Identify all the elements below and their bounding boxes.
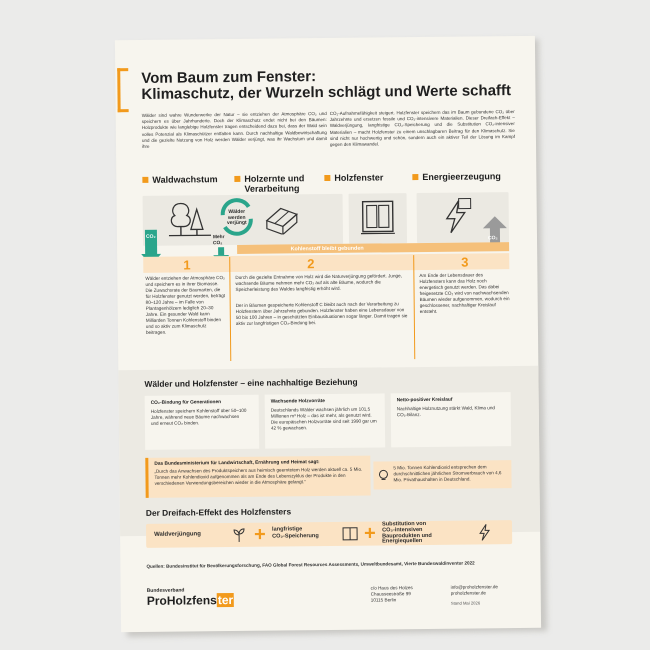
address-line-1: c/o Haus des Holzes [370, 585, 413, 591]
fact-text: 5 Mio. Tonnen Kohlendioxid entsprechen dem durchschnittlichen jährlichen Stromverbrauch von 4,6 Mio. Privathaushalten in Deutschland. [393, 464, 502, 483]
stand-date: Stand Mai 2026 [450, 600, 481, 606]
logo-wordmark [147, 593, 235, 608]
card-3-text: Nachhaltige Holznutzung stärkt Wald, Klima und CO₂-Bilanz. [396, 405, 495, 418]
intro-column-2: CO₂-Aufnahmefähigkeit steigert. Holzfenster speichern das im Baum gebundene CO₂ über Jahrzehnte und ersetzen fossile und CO₂-intensivere Materialien. Dieser Dreifach-Effekt – Waldverjüngung, langfristige CO₂-Speicherung und die Substitution CO₂-intensiver Materialien – macht Holzfenster zu einem unschlagbaren Beitrag für den Klimaschutz. Sie sind nicht nur hochwertig und schön, sondern auch ein aktiver Teil der Lösung im Kampf gegen den Klimawandel. [329, 109, 515, 147]
title-line-2: Klimaschutz, der Wurzeln schlägt und Werte schafft [141, 82, 512, 103]
walder-label-1: Wälder [228, 208, 246, 216]
contact-web: proholzfenster.de [450, 590, 486, 596]
card-2-text: Deutschlands Wälder wachsen jährlich um 101,5 Millionen m³ Holz – das ist mehr, als genutzt wird. Die europäischen Holzvorräte sind seit 1990 gar um 42 % gewachsen. [270, 406, 377, 431]
stage-marker-2 [234, 176, 240, 182]
co2-left-label: CO₂ [145, 233, 156, 240]
stage-title-energieerzeugung: Energieerzeugung [422, 171, 501, 183]
card-co2-bindung [145, 395, 260, 450]
card-kreislauf [391, 392, 512, 447]
step-text-2a: Durch die gezielte Entnahme von Holz wird die Naturverjüngung gefördert. Junge, wachsende Bäume nehmen mehr CO₂ auf als alte Bäume, wodurch die Speicherleistung des Waldes langfristig erhöht wird. [235, 273, 402, 292]
relationship-heading: Wälder und Holzfenster – eine nachhaltige Beziehung [144, 376, 358, 389]
step-number-3: 3 [461, 254, 469, 270]
plus-icon-2: + [363, 522, 376, 545]
step-number-1: 1 [183, 257, 191, 273]
stage-title-holzernte-1: Holzernte und [244, 173, 305, 184]
co2-right-label: CO₂ [487, 235, 498, 242]
poster-sheet [115, 36, 541, 632]
logo-wordmark-part-1: ProHolzfens [146, 593, 217, 608]
window-small-icon [342, 526, 358, 542]
tree-icon [167, 199, 217, 240]
stage-title-holzfenster: Holzfenster [334, 172, 384, 183]
title-bracket [117, 68, 128, 112]
logo-bundesverband: Bundesverband [146, 587, 185, 594]
step-text-3: Am Ende der Lebensdauer des Holzfensters kann das Holz noch energetisch genutzt werden. Das dabei freigesetzte CO₂ wird von nachwachsenden Bäumen wieder aufgenommen, wodurch ein geschlossener, nachhaltiger Kreislauf entsteht. [419, 272, 510, 315]
lightning-icon [439, 196, 473, 236]
stage-title-waldwachstum: Waldwachstum [152, 174, 218, 185]
plus-icon-1: + [253, 523, 266, 546]
card-holzvorraete [265, 393, 386, 448]
intro-column-1: Wälder sind wahre Wunderwerke der Natur – sie entziehen der Atmosphäre CO₂ und speichern es über Jahrhunderte. Doch der Klimaschutz endet nicht bei den Bäumen: Holzprodukte wie langlebige Holzfenster tragen entscheidend dazu bei, dass der Wald sein volles Potenzial als Klimaschützer entfalten kann. Durch nachhaltige Waldbewirtschaftung und die gezielte Nutzung von Holz werden Wälder verjüngt, was ihr Wachstum und damit ihre [141, 111, 327, 149]
quote-text: „Durch das Anwachsen des Produktspeichers aus heimisch geerntetem Holz werden aktuell ca. 5 Mio. Tonnen mehr Kohlendioxid aufgenommen als am Ende des Lebenszyklus der Produkte in den verschiedenen Verwendungsbereichen wieder in die Atmosphäre gelangt.“ [154, 466, 363, 486]
step-divider-1 [229, 257, 231, 361]
walder-label-2: werden [227, 214, 246, 221]
card-1-text: Holzfenster speichern Kohlenstoff über 50–100 Jahre, während neue Bäume nachwachsen und erneut CO₂ binden. [150, 407, 247, 426]
stage-marker-3 [324, 175, 330, 181]
card-2-title: Wachsende Holzvorräte [270, 399, 325, 405]
step-text-2b: Der in Bäumen gespeicherte Kohlenstoff C bleibt auch nach der Verarbeitung zu Holzfenstern über Jahrzehnte gebunden. Holzfenster haben eine Lebensdauer von 50 bis 100 Jahren – in geschützten Einbausituationen sogar länger. Damit tragen sie aktiv zur langfristigen CO₂-Bindung bei. [235, 301, 408, 326]
address-line-2: Chausseestraße 99 [370, 591, 411, 597]
energy-small-icon [476, 523, 494, 541]
step-number-2: 2 [307, 256, 315, 272]
card-1-title: CO₂-Bindung für Generationen [150, 400, 222, 406]
step-divider-2 [413, 255, 415, 359]
fact-box [373, 460, 511, 489]
logo-wordmark-part-2: ter [217, 593, 234, 608]
window-icon [361, 199, 395, 235]
stage-marker-4 [412, 174, 418, 180]
card-3-title: Netto-positiver Kreislauf [396, 397, 453, 404]
sprout-icon [232, 527, 246, 543]
triple-item-3-line-3: Bauprodukten und [382, 532, 432, 540]
mehr-label: Mehr [212, 235, 225, 241]
quote-author: Das Bundesministerium für Landwirtschaft, Ernährung und Heimat sagt: [154, 460, 320, 467]
triple-item-3-line-4: Energiequellen [382, 538, 423, 545]
logs-icon [263, 200, 303, 234]
triple-item-2-line-2: CO₂-Speicherung [272, 532, 319, 540]
triple-item-2-line-1: langfristige [272, 526, 303, 533]
address-line-3: 10115 Berlin [370, 597, 397, 603]
carbon-bound-label: Kohlenstoff bleibt gebunden [290, 245, 364, 252]
steps-number-bar [143, 253, 509, 273]
triple-heading: Der Dreifach-Effekt des Holzfensters [145, 506, 292, 518]
contact-email: info@proholzfenster.de [450, 584, 498, 590]
light-bulb-icon [377, 469, 389, 481]
triple-item-1: Waldverjüngung [154, 531, 201, 538]
title-line-1: Vom Baum zum Fenster: [141, 68, 317, 87]
sources-line: Quellen: Bundesinstitut für Bevölkerungsforschung, FAO Global Forest Resources Assessments, Umweltbundesamt, Vierte Bundeswaldinventur 2022 [146, 560, 475, 569]
step-text-1: Wälder entziehen der Atmosphäre CO₂ und speichern es in ihrer Biomasse. Die Zuwachsrate der Baumarten, die für Holzfenster genutzt werden, beträgt 80–120 Jahre – im Falle von Plantagenhölzern lediglich 20–30 Jahre. Ein gesunder Wald kann Milliarden Tonnen Kohlenstoff binden und so aktiv zum Klimaschutz beitragen. [145, 275, 226, 335]
mehr-co2-label: CO₂ [213, 240, 223, 246]
walder-label-3: verjüngt [226, 219, 247, 227]
stage-marker-1 [142, 177, 148, 183]
triple-item-3-line-2: CO₂-intensiven [382, 526, 423, 534]
quote-box [145, 456, 370, 498]
triple-item-3-line-1: Substitution von [381, 520, 427, 528]
stage-title-holzernte-2: Verarbeitung [244, 183, 300, 194]
